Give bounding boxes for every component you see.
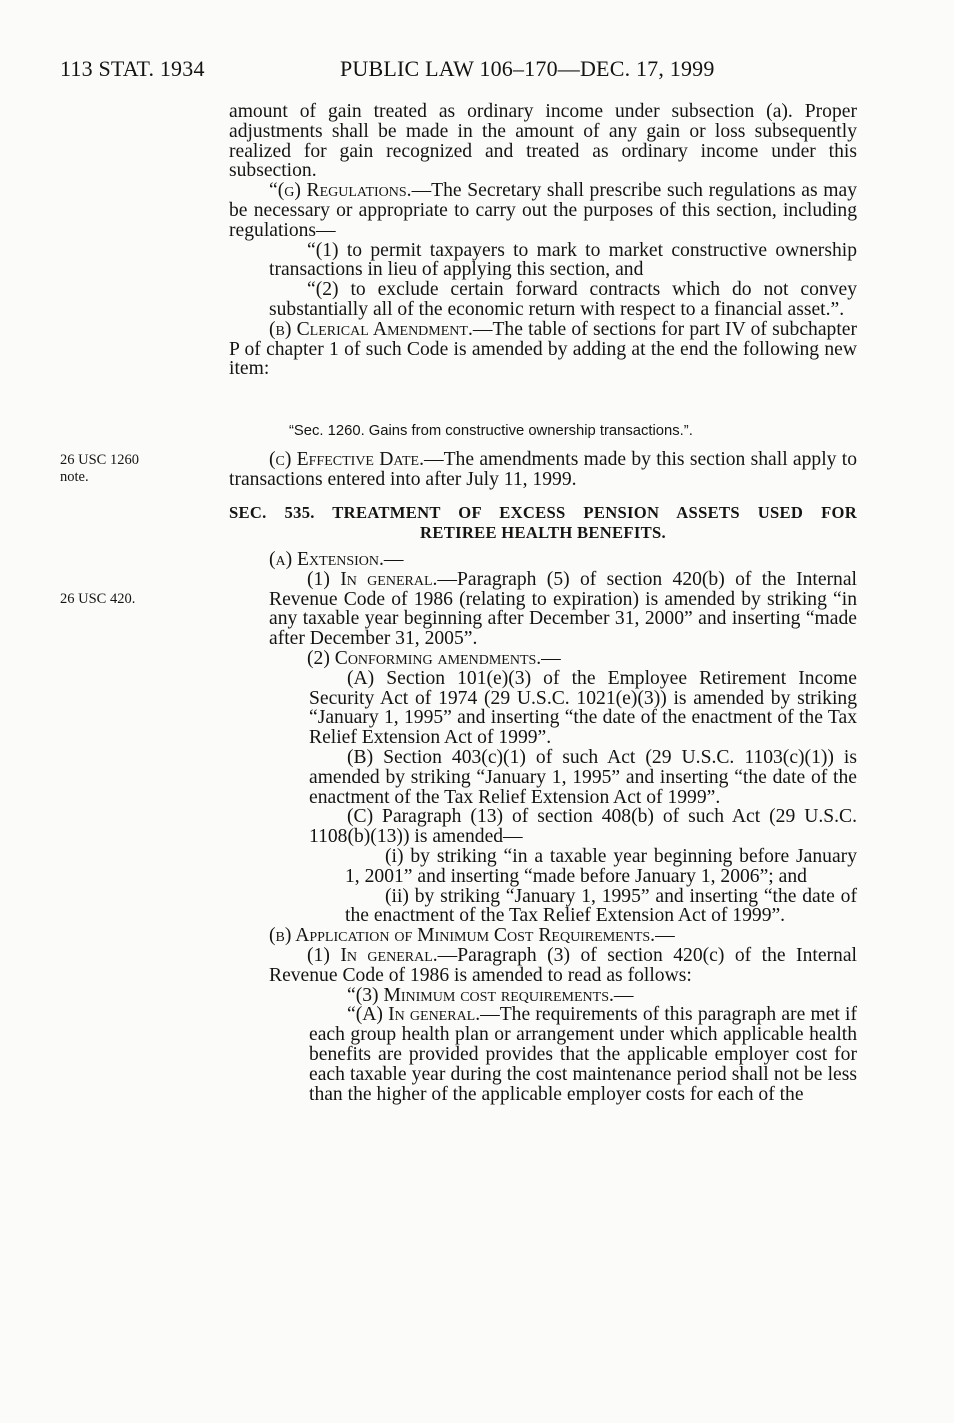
text-block-section-535	[229, 550, 857, 1104]
item-forward-contracts: “(2) to exclude certain forward contracts which do not convey substantially all of the economic return with respect to a financial asset.”.	[269, 279, 857, 320]
b1-heading: (1) In general.	[307, 944, 438, 966]
clause-Cii: (ii) by striking “January 1, 1995” and inserting “the date of the enactment of the Tax Relief Extension Act of 1999”.	[345, 885, 857, 927]
section-heading-line-1: SEC. 535. TREATMENT OF EXCESS PENSION ASSETS USED FOR	[229, 503, 857, 522]
text-block-effective-date	[229, 450, 857, 490]
public-law-header: PUBLIC LAW 106–170—DEC. 17, 1999	[340, 56, 715, 81]
paragraph-b1-in-general	[229, 946, 857, 986]
regulations-heading: “(g) Regulations.	[269, 180, 412, 202]
paragraph-a2-conforming-amendments: (2) Conforming amendments.—	[307, 647, 561, 669]
margin-note-usc-1260	[60, 452, 139, 486]
b1-text: —Paragraph (3) of section 420(c) of the Internal Revenue Code of 1986 is amended to read as follows:	[269, 944, 857, 986]
regulations-text: —The Secretary shall prescribe such regulations as may be necessary or appropriate to carry out the purposes of this section, including regulations—	[229, 180, 857, 241]
subparagraph-bA-in-general	[229, 1005, 857, 1104]
margin-note-suffix: note.	[60, 469, 89, 485]
subsection-b-minimum-cost: (b) Application of Minimum Cost Requirements.—	[269, 925, 675, 947]
subparagraph-C: (C) Paragraph (13) of section 408(b) of such Act (29 U.S.C. 1108(b)(13)) is amended—	[309, 806, 857, 848]
paragraph-regulations	[229, 181, 857, 240]
paragraph-gain-adjustments: amount of gain treated as ordinary income under subsection (a). Proper adjustments shall be made in the amount of any gain or loss subsequently realized for gain recognized and treated as ordinary income under this subsection.	[229, 101, 857, 182]
section-535-heading	[229, 503, 857, 543]
subparagraph-A: (A) Section 101(e)(3) of the Employee Retirement Income Security Act of 1974 (29 U.S.C. 1021(e)(3)) is amended by striking “January 1, 1995” and inserting “the date of the enactment of the Tax Relief Extension Act of 1999”.	[309, 667, 857, 749]
effective-date-text: —The amendments made by this section shall apply to transactions entered into after July 11, 1999.	[229, 449, 857, 490]
text-block-subsection-g	[229, 102, 857, 379]
paragraph-a1-in-general	[229, 570, 857, 649]
paragraph-b3-minimum-cost: “(3) Minimum cost requirements.—	[347, 984, 634, 1006]
bA-heading: “(A) In general.	[347, 1004, 481, 1026]
section-heading-line-2: RETIREE HEALTH BENEFITS.	[420, 523, 666, 542]
statute-page-number: 113 STAT. 1934	[60, 56, 205, 81]
clerical-amendment-text: —The table of sections for part IV of subchapter P of chapter 1 of such Code is amended by adding at the end the following new item:	[229, 318, 857, 380]
margin-note-usc-420: 26 USC 420.	[60, 591, 136, 607]
paragraph-effective-date	[229, 450, 857, 490]
bA-text: —The requirements of this paragraph are met if each group health plan or arrangement under which applicable health benefits are provided provides that the applicable employer cost for each taxable year during the cost maintenance period shall not be less than the higher of the applicable employer costs for each of the	[309, 1004, 857, 1105]
subsection-a-extension: (a) Extension.—	[269, 549, 404, 570]
margin-note-citation: 26 USC 1260	[60, 452, 139, 468]
clerical-amendment-heading: (b) Clerical Amendment.	[269, 318, 473, 340]
paragraph-clerical-amendment	[229, 320, 857, 379]
table-of-sections-item: “Sec. 1260. Gains from constructive ownership transactions.”.	[289, 423, 693, 439]
subparagraph-B: (B) Section 403(c)(1) of such Act (29 U.S.C. 1103(c)(1)) is amended by striking “January 1, 1995” and inserting “the date of the enactment of the Tax Relief Extension Act of 1999”.	[309, 746, 857, 808]
clause-Ci: (i) by striking “in a taxable year beginning before January 1, 2001” and inserting “made before January 1, 2006”; and	[345, 845, 857, 887]
effective-date-heading: (c) Effective Date.	[269, 449, 424, 470]
a1-text: —Paragraph (5) of section 420(b) of the Internal Revenue Code of 1986 (relating to expiration) is amended by striking “in any taxable year beginning after December 31, 2000” and inserting “made after December 31, 2005”.	[269, 568, 857, 650]
a1-heading: (1) In general.	[307, 568, 438, 590]
item-mark-to-market: “(1) to permit taxpayers to mark to market constructive ownership transactions in lieu of applying this section, and	[269, 239, 857, 281]
